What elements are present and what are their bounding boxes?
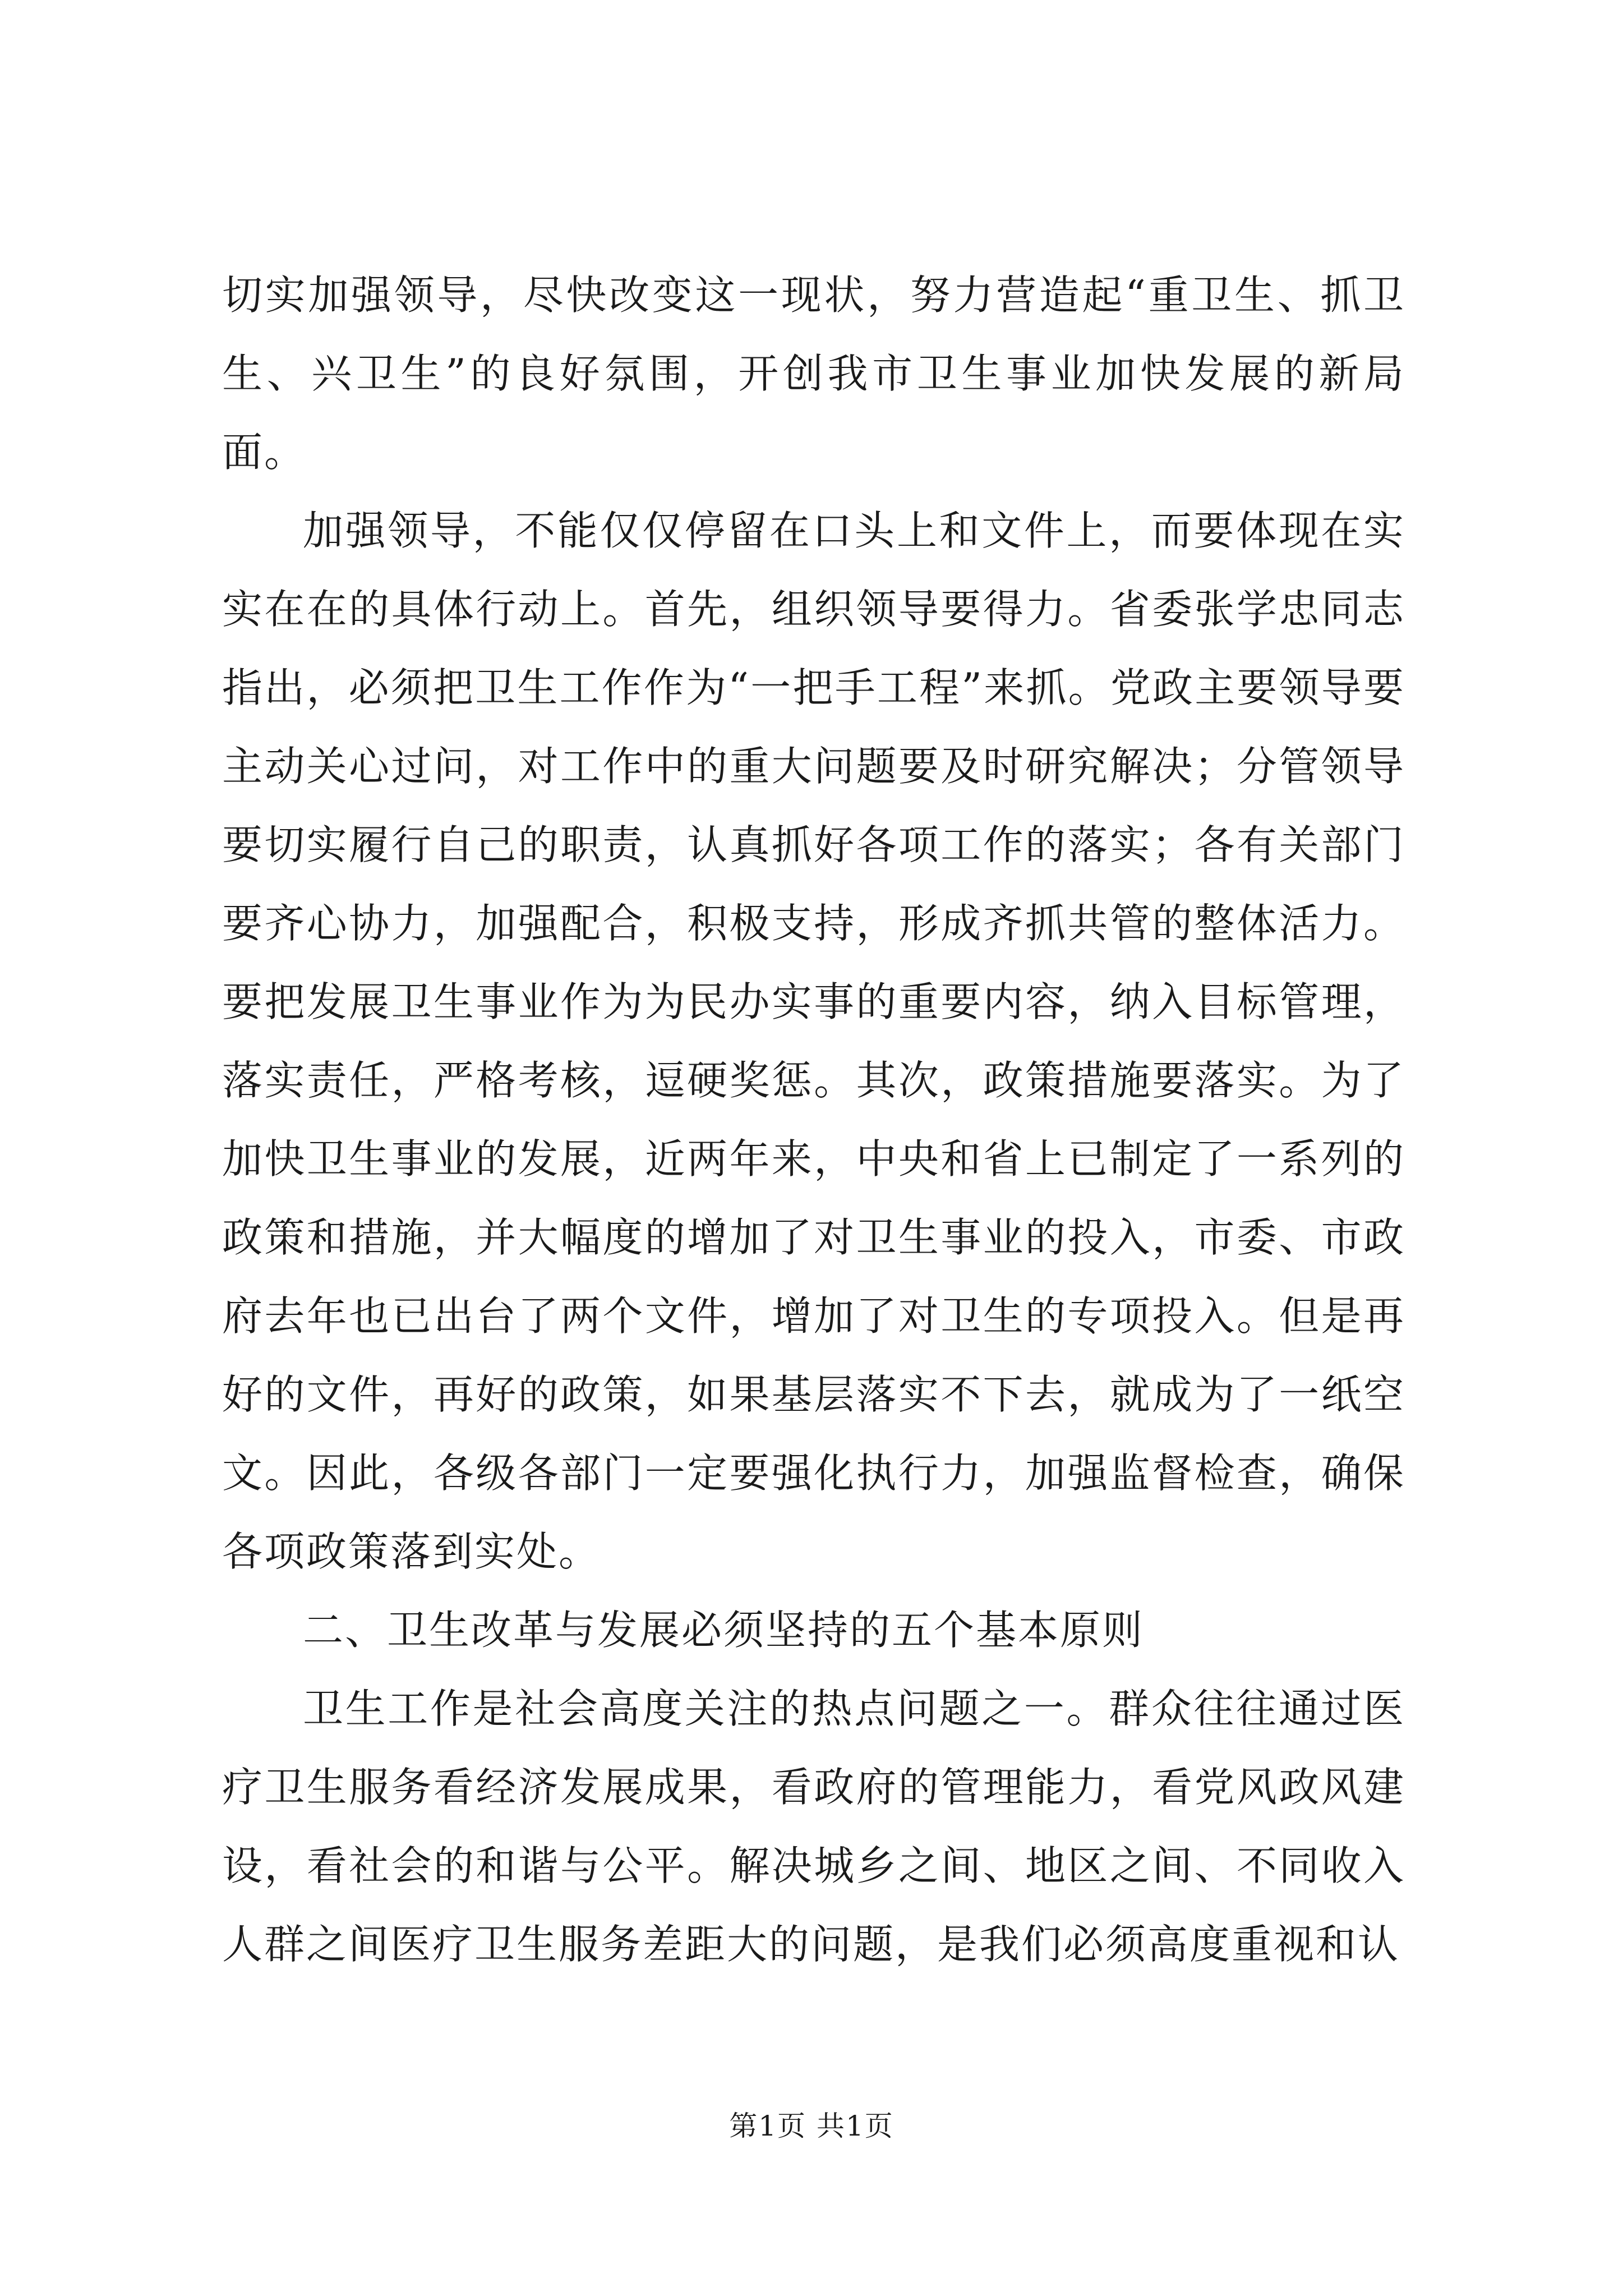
- section-heading: 二、卫生改革与发展必须坚持的五个基本原则: [303, 1607, 1145, 1654]
- paragraph-continuation: 切实加强领导，尽快改变这一现状，努力营造起“重卫生、抓卫生、兴卫生”的良好氛围，开创我市卫生事业加快发展的新局面。: [222, 272, 1405, 476]
- document-body: [222, 256, 1405, 1984]
- paragraph-leadership: 加强领导，不能仅仅停留在口头上和文件上，而要体现在实实在在的具体行动上。首先，组织领导要得力。省委张学忠同志指出，必须把卫生工作作为“一把手工程”来抓。党政主要领导要主动关心过问，对工作中的重大问题要及时研究解决；分管领导要切实履行自己的职责，认真抓好各项工作的落实；各有关部门要齐心协力，加强配合，积极支持，形成齐抓共管的整体活力。要把发展卫生事业作为为民办实事的重要内容，纳入目标管理，落实责任，严格考核，逗硬奖惩。其次，政策措施要落实。为了加快卫生事业的发展，近两年来，中央和省上已制定了一系列的政策和措施，并大幅度的增加了对卫生事业的投入，市委、市政府去年也已出台了两个文件，增加了对卫生的专项投入。但是再好的文件，再好的政策，如果基层落实不下去，就成为了一纸空文。因此，各级各部门一定要强化执行力，加强监督检查，确保各项政策落到实处。: [222, 507, 1405, 1575]
- paragraph-principles: 卫生工作是社会高度关注的热点问题之一。群众往往通过医疗卫生服务看经济发展成果，看政府的管理能力，看党风政风建设，看社会的和谐与公平。解决城乡之间、地区之间、不同收入人群之间医疗卫生服务差距大的问题，是我们必须高度重视和认: [222, 1685, 1405, 1968]
- page-footer: 第1页 共1页: [729, 2110, 894, 2142]
